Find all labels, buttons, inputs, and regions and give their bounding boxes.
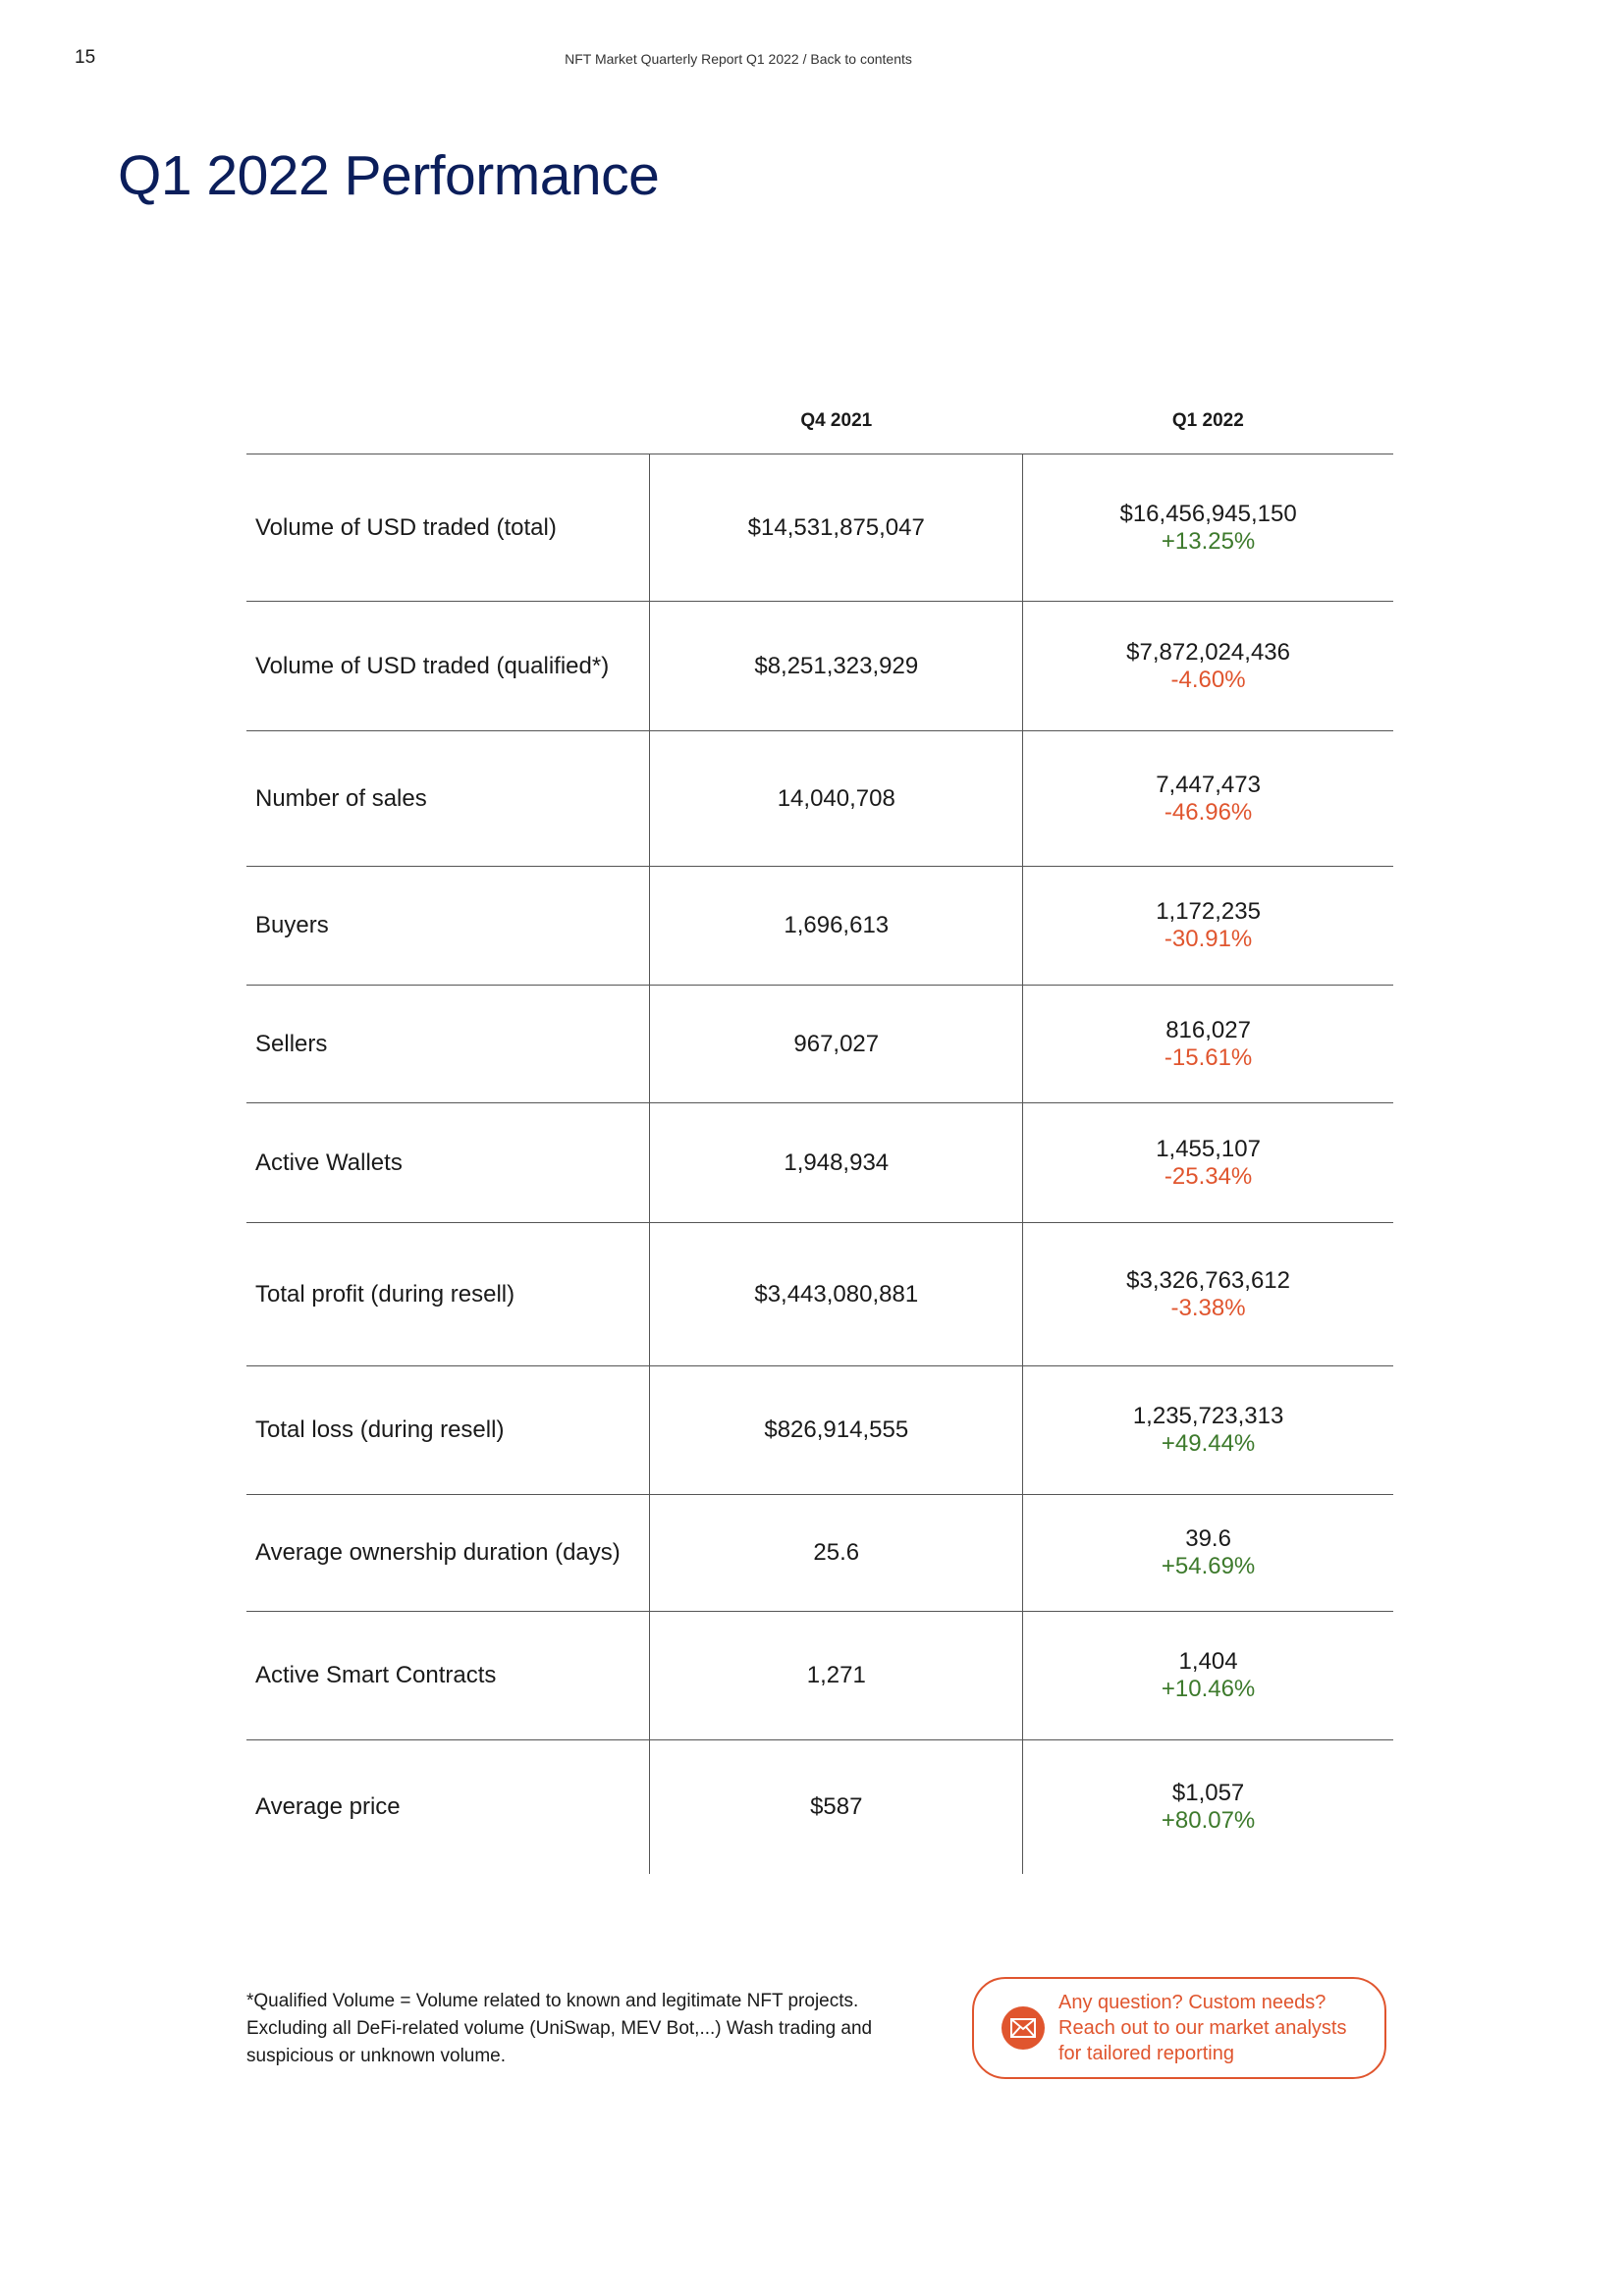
q1-2022-value: 1,235,723,313 — [1132, 1403, 1284, 1429]
footnote: *Qualified Volume = Volume related to known and legitimate NFT projects. Excluding all DeFi-related volume (UniSwap, MEV Bot,...) Wash trading and suspicious or unknown volume. — [246, 1991, 873, 2066]
table-row — [246, 1366, 1393, 1495]
column-header-metric — [246, 404, 650, 454]
q4-2021-value: 14,040,708 — [650, 731, 1023, 867]
q1-2022-value: 39.6 — [1185, 1525, 1231, 1552]
change-percentage: +49.44% — [1161, 1430, 1256, 1457]
q4-2021-value: 1,271 — [650, 1612, 1023, 1740]
change-percentage: -25.34% — [1164, 1162, 1253, 1190]
table-row — [246, 1612, 1393, 1740]
q4-2021-value: $3,443,080,881 — [650, 1223, 1023, 1366]
mail-icon — [1001, 2006, 1045, 2050]
change-percentage: +54.69% — [1161, 1553, 1256, 1579]
q1-2022-value: 816,027 — [1165, 1016, 1251, 1043]
q4-2021-value: $826,914,555 — [650, 1366, 1023, 1495]
q1-2022-cell — [1023, 867, 1393, 986]
q1-2022-cell — [1023, 986, 1393, 1103]
q4-2021-value: $587 — [650, 1740, 1023, 1874]
table-row — [246, 1223, 1393, 1366]
q1-2022-value: 7,447,473 — [1156, 771, 1261, 798]
running-header — [0, 51, 1477, 67]
q1-2022-cell — [1023, 454, 1393, 602]
column-header-q1-2022: Q1 2022 — [1023, 404, 1393, 454]
q1-2022-value: 1,404 — [1178, 1648, 1238, 1675]
table-row — [246, 731, 1393, 867]
metric-label: Number of sales — [246, 731, 650, 867]
contact-line-3: for tailored reporting — [1058, 2043, 1234, 2064]
table-row — [246, 1495, 1393, 1612]
metric-label: Active Wallets — [246, 1103, 650, 1223]
q4-2021-value: 1,948,934 — [650, 1103, 1023, 1223]
q1-2022-cell — [1023, 1366, 1393, 1495]
q1-2022-cell — [1023, 731, 1393, 867]
report-title: NFT Market Quarterly Report Q1 2022 — [565, 51, 799, 67]
change-percentage: -4.60% — [1170, 666, 1246, 693]
table-row — [246, 986, 1393, 1103]
metric-label: Total profit (during resell) — [246, 1223, 650, 1366]
table-header-row — [246, 404, 1393, 454]
metric-label: Sellers — [246, 986, 650, 1103]
contact-text — [1058, 1990, 1346, 2066]
q1-2022-cell — [1023, 1612, 1393, 1740]
table-row — [246, 1740, 1393, 1874]
q1-2022-value: $1,057 — [1171, 1779, 1245, 1806]
change-percentage: -30.91% — [1164, 926, 1253, 952]
q1-2022-value: $3,326,763,612 — [1126, 1266, 1290, 1294]
change-percentage: -46.96% — [1164, 798, 1253, 826]
table-row — [246, 602, 1393, 731]
q1-2022-cell — [1023, 1103, 1393, 1223]
metric-label: Volume of USD traded (total) — [246, 454, 650, 602]
q4-2021-value: 1,696,613 — [650, 867, 1023, 986]
change-percentage: -15.61% — [1164, 1043, 1253, 1071]
q4-2021-value: 967,027 — [650, 986, 1023, 1103]
q1-2022-value: $7,872,024,436 — [1126, 638, 1290, 666]
back-to-contents-link[interactable]: Back to contents — [810, 51, 912, 67]
q1-2022-value: 1,455,107 — [1156, 1135, 1261, 1162]
contact-line-1: Any question? Custom needs? — [1058, 1992, 1326, 2013]
page-title: Q1 2022 Performance — [118, 144, 660, 207]
table-row — [246, 867, 1393, 986]
table-row — [246, 454, 1393, 602]
q1-2022-value: 1,172,235 — [1156, 898, 1261, 925]
page-number: 15 — [75, 47, 96, 68]
q1-2022-cell — [1023, 602, 1393, 731]
change-percentage: +80.07% — [1161, 1806, 1256, 1834]
q4-2021-value: $14,531,875,047 — [650, 454, 1023, 602]
contact-analysts-button[interactable] — [972, 1977, 1386, 2079]
metric-label: Average ownership duration (days) — [246, 1495, 650, 1612]
q1-2022-cell — [1023, 1223, 1393, 1366]
metric-label: Average price — [255, 1792, 401, 1820]
column-header-q4-2021: Q4 2021 — [650, 404, 1023, 454]
header-separator: / — [798, 51, 811, 67]
q1-2022-cell — [1023, 1495, 1393, 1612]
table-row — [246, 1103, 1393, 1223]
change-percentage: -3.38% — [1170, 1294, 1246, 1321]
contact-line-2: Reach out to our market analysts — [1058, 2017, 1347, 2039]
change-percentage: +13.25% — [1161, 527, 1256, 555]
metric-label: Total loss (during resell) — [246, 1366, 650, 1495]
metric-label: Buyers — [246, 867, 650, 986]
performance-table — [246, 404, 1393, 1874]
q4-2021-value: 25.6 — [650, 1495, 1023, 1612]
q1-2022-value: $16,456,945,150 — [1119, 500, 1297, 527]
metric-label: Active Smart Contracts — [246, 1612, 650, 1740]
metric-label: Volume of USD traded (qualified*) — [246, 602, 650, 731]
q1-2022-cell — [1023, 1740, 1393, 1874]
change-percentage: +10.46% — [1161, 1676, 1256, 1702]
table-body — [246, 454, 1393, 1874]
q4-2021-value: $8,251,323,929 — [650, 602, 1023, 731]
